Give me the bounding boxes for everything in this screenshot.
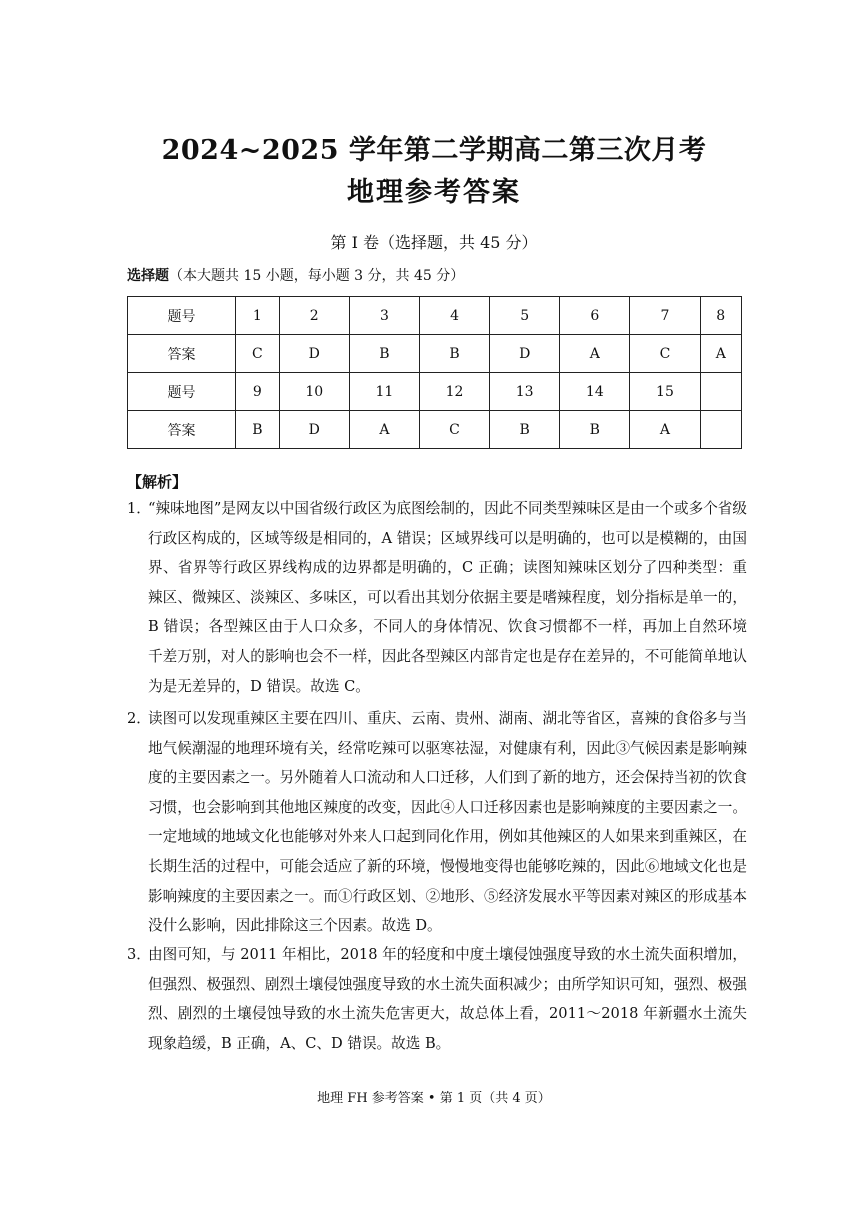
table-cell: C bbox=[630, 335, 700, 373]
table-cell: D bbox=[279, 335, 349, 373]
analysis-item bbox=[127, 940, 747, 1058]
table-cell: 11 bbox=[349, 373, 419, 411]
table-cell: B bbox=[560, 411, 630, 449]
table-cell: B bbox=[236, 411, 280, 449]
section-title: 第 I 卷（选择题，共 45 分） bbox=[330, 233, 538, 252]
table-cell: C bbox=[419, 411, 489, 449]
item-text: 由图可知，与 2011 年相比，2018 年的轻度和中度土壤侵蚀强度导致的水土流失面积增加，但强烈、极强烈、剧烈土壤侵蚀强度导致的水土流失面积减少；由所学知识可知，强烈、极强烈、剧烈的土壤侵蚀导致的水土流失危害更大，故总体上看，2011～2018 年新疆水土流失现象趋缓，B 正确，A、C、D 错误。故选 B。 bbox=[148, 946, 747, 1052]
table-cell: D bbox=[279, 411, 349, 449]
table-cell: B bbox=[419, 335, 489, 373]
table-cell: 12 bbox=[419, 373, 489, 411]
table-cell: A bbox=[560, 335, 630, 373]
table-cell: 1 bbox=[236, 297, 280, 335]
table-cell: C bbox=[236, 335, 280, 373]
table-row bbox=[128, 335, 742, 373]
table-cell: B bbox=[490, 411, 560, 449]
item-text: “辣味地图”是网友以中国省级行政区为底图绘制的，因此不同类型辣味区是由一个或多个省级行政区构成的，区域等级是相同的，A 错误；区域界线可以是明确的，也可以是模糊的，由国界、省界等行政区界线构成的边界都是明确的，C 正确；读图知辣味区划分了四种类型：重辣区、微辣区、淡辣区、多味区，可以看出其划分依据主要是嗜辣程度，划分指标是单一的，B 错误；各型辣区由于人口众多，不同人的身体情况、饮食习惯都不一样，再加上自然环境千差万别，对人的影响也会不一样，因此各型辣区内部肯定也是存在差异的，不可能简单地认为是无差异的，D 错误。故选 C。 bbox=[148, 500, 747, 695]
table-cell: 10 bbox=[279, 373, 349, 411]
table-cell: 15 bbox=[630, 373, 700, 411]
table-cell: 9 bbox=[236, 373, 280, 411]
table-cell: D bbox=[490, 335, 560, 373]
table-cell: 5 bbox=[490, 297, 560, 335]
document-title: 2024~2025 学年第二学期高二第三次月考 bbox=[161, 135, 707, 166]
table-cell bbox=[700, 373, 741, 411]
item-number: 1． bbox=[127, 500, 151, 517]
question-type-label: 选择题 bbox=[127, 268, 169, 284]
table-row bbox=[128, 373, 742, 411]
table-cell: 答案 bbox=[128, 335, 236, 373]
analysis-heading: 【解析】 bbox=[127, 473, 188, 491]
table-cell: 14 bbox=[560, 373, 630, 411]
item-text: 读图可以发现重辣区主要在四川、重庆、云南、贵州、湖南、湖北等省区，喜辣的食俗多与当地气候潮湿的地理环境有关，经常吃辣可以驱寒祛湿，对健康有利，因此③气候因素是影响辣度的主要因素之一。另外随着人口流动和人口迁移，人们到了新的地方，还会保持当初的饮食习惯，也会影响到其他地区辣度的改变，因此④人口迁移因素也是影响辣度的主要因素之一。一定地域的地域文化也能够对外来人口起到同化作用，例如其他辣区的人如果来到重辣区，在长期生活的过程中，可能会适应了新的环境，慢慢地变得也能够吃辣的，因此⑥地域文化也是影响辣度的主要因素之一。而①行政区划、②地形、⑤经济发展水平等因素对辣区的形成基本没什么影响，因此排除这三个因素。故选 D。 bbox=[148, 710, 747, 935]
document-subtitle: 地理参考答案 bbox=[347, 177, 521, 208]
table-row bbox=[128, 297, 742, 335]
table-cell: A bbox=[700, 335, 741, 373]
question-type-intro bbox=[127, 265, 464, 285]
item-number: 2． bbox=[127, 710, 151, 727]
table-cell: 2 bbox=[279, 297, 349, 335]
table-cell: 题号 bbox=[128, 297, 236, 335]
question-type-desc: （本大题共 15 小题，每小题 3 分，共 45 分） bbox=[169, 268, 465, 284]
analysis-item bbox=[127, 494, 747, 701]
table-cell: 4 bbox=[419, 297, 489, 335]
answer-table bbox=[127, 296, 742, 449]
table-cell: A bbox=[349, 411, 419, 449]
table-cell: 7 bbox=[630, 297, 700, 335]
table-cell: 答案 bbox=[128, 411, 236, 449]
table-row bbox=[128, 411, 742, 449]
table-cell: 6 bbox=[560, 297, 630, 335]
table-cell: B bbox=[349, 335, 419, 373]
item-number: 3． bbox=[127, 946, 151, 963]
page-footer: 地理 FH 参考答案 • 第 1 页（共 4 页） bbox=[317, 1091, 551, 1106]
analysis-item bbox=[127, 704, 747, 941]
table-cell: 8 bbox=[700, 297, 741, 335]
table-cell: 13 bbox=[490, 373, 560, 411]
table-cell: A bbox=[630, 411, 700, 449]
table-cell bbox=[700, 411, 741, 449]
table-cell: 3 bbox=[349, 297, 419, 335]
table-cell: 题号 bbox=[128, 373, 236, 411]
